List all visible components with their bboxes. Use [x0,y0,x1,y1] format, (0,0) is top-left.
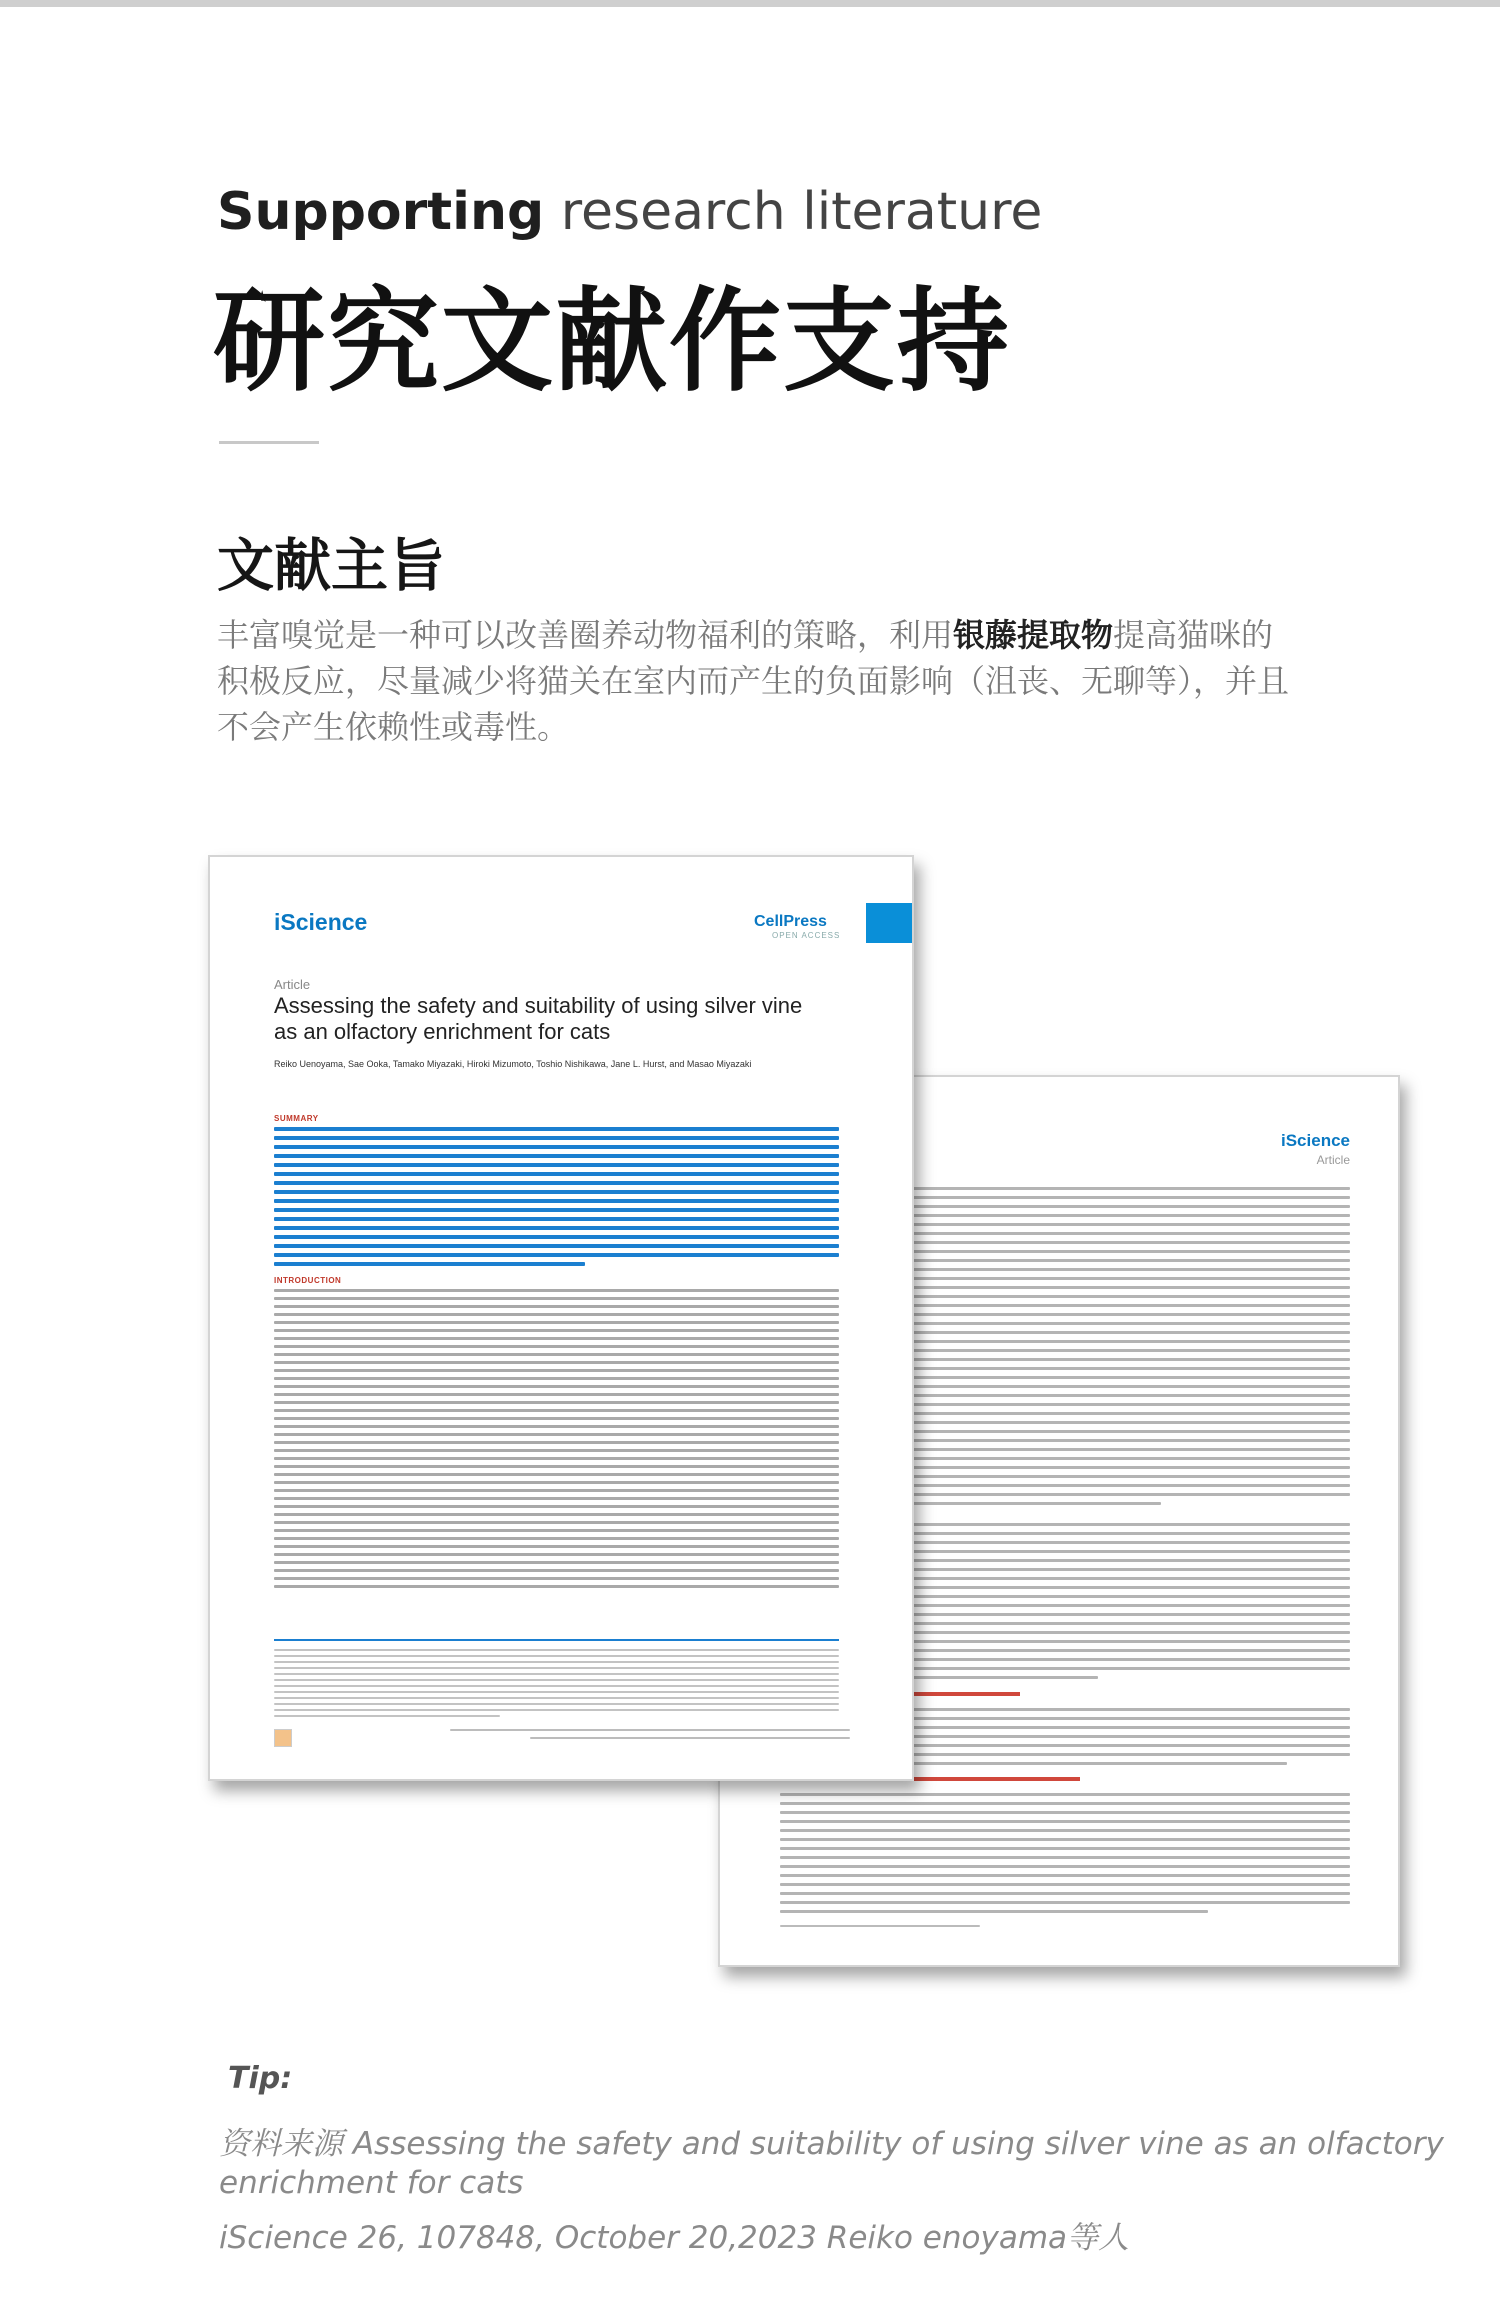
footnotes [274,1649,839,1721]
introduction-block [274,1289,839,1593]
text-line [274,1305,839,1308]
text-line [274,1513,839,1516]
text-line [274,1691,839,1693]
publisher-logo [754,913,840,940]
text-line [274,1172,839,1176]
text-line [274,1361,839,1364]
text-line [274,1715,500,1717]
text-line [274,1709,839,1711]
text-line [274,1289,839,1292]
open-access-tab [866,903,912,943]
page2-text-block-4 [780,1793,1350,1919]
english-heading-rest: research literature [560,182,1043,242]
text-line [274,1425,839,1428]
text-line [274,1208,839,1212]
text-line [274,1345,839,1348]
text-line [274,1655,839,1657]
text-line [274,1154,839,1158]
text-line [274,1393,839,1396]
tip-label: Tip: [228,2061,293,2096]
text-line [274,1199,839,1203]
text-line [274,1181,839,1185]
summary-block [274,1127,839,1271]
text-line [274,1679,839,1681]
text-line [780,1820,1350,1823]
english-heading-bold: Supporting [217,182,545,242]
text-line [780,1811,1350,1814]
text-line [274,1537,839,1540]
text-line [274,1417,839,1420]
text-line [274,1667,839,1669]
page2-article-type: Article [1316,1153,1350,1167]
page2-journal-name: iScience [1281,1131,1350,1150]
divider [219,441,319,444]
text-line [780,1829,1350,1832]
english-heading [217,182,1042,242]
text-line [274,1136,839,1140]
text-line [274,1244,839,1248]
text-line [274,1127,839,1131]
text-line [780,1901,1350,1904]
summary-text [217,612,1297,750]
tip-source-line-2: enrichment for cats [219,2165,524,2201]
chinese-heading: 研究文献作支持 [213,277,1011,407]
text-line [274,1661,839,1663]
text-line [274,1649,839,1651]
text-line [274,1521,839,1524]
text-line [274,1409,839,1412]
text-line [274,1190,839,1194]
text-line [274,1235,839,1239]
text-line [274,1489,839,1492]
summary-highlight: 银藤提取物 [953,616,1114,654]
text-line [274,1377,839,1380]
text-line [274,1505,839,1508]
text-line [780,1883,1350,1886]
journal-name: iScience [274,909,368,935]
text-line [780,1838,1350,1841]
footnote-rule [274,1639,839,1641]
text-line [274,1401,839,1404]
text-line [274,1673,839,1675]
publisher-name: CellPress [754,913,827,930]
text-line [274,1465,839,1468]
text-line [274,1163,839,1167]
publisher-subtitle: OPEN ACCESS [772,931,841,940]
paper-authors: Reiko Uenoyama, Sae Ooka, Tamako Miyazaki, Hiroki Mizumoto, Toshio Nishikawa, Jane L. Hurst, and Masao Miyazaki [274,1059,752,1069]
article-type: Article [274,977,311,992]
text-line [274,1353,839,1356]
text-line [780,1865,1350,1868]
page1-footer [450,1729,850,1745]
text-line [274,1703,839,1705]
text-line [274,1253,839,1257]
license-icon [274,1729,292,1747]
text-line [274,1321,839,1324]
text-line [274,1569,839,1572]
text-line [274,1553,839,1556]
text-line [274,1561,839,1564]
summary-part-2: 提高猫咪的积极反应，尽量减少将猫关在室内而产生的负面影响（沮丧、无聊等），并且不会产生依赖性或毒性。 [217,616,1290,746]
text-line [274,1473,839,1476]
tip-source-line-1: 资料来源 Assessing the safety and suitability of using silver vine as an olfactory [219,2126,1444,2162]
text-line [274,1481,839,1484]
introduction-heading: INTRODUCTION [274,1276,342,1285]
text-line [780,1847,1350,1850]
text-line [274,1697,839,1699]
section-title: 文献主旨 [217,533,445,599]
text-line [274,1585,839,1588]
text-line [274,1449,839,1452]
text-line [274,1145,839,1149]
text-line [274,1297,839,1300]
text-line [274,1529,839,1532]
text-line [274,1226,839,1230]
text-line [780,1793,1350,1796]
text-line [780,1910,1208,1913]
summary-part-1: 丰富嗅觉是一种可以改善圈养动物福利的策略，利用 [217,616,954,654]
text-line [274,1545,839,1548]
tip-source-line-3: iScience 26, 107848, October 20,2023 Reiko enoyama等人 [219,2220,1130,2256]
text-line [780,1802,1350,1805]
text-line [274,1577,839,1580]
paper-title: Assessing the safety and suitability of using silver vine as an olfactory enrichment for cats [274,993,803,1044]
text-line [780,1874,1350,1877]
text-line [274,1441,839,1444]
text-line [274,1217,839,1221]
summary-heading: SUMMARY [274,1114,319,1123]
page2-footer [780,1925,980,1932]
text-line [274,1457,839,1460]
text-line [274,1329,839,1332]
text-line [274,1337,839,1340]
text-line [274,1262,585,1266]
text-line [780,1856,1350,1859]
paper-page-1 [208,855,914,1781]
text-line [780,1892,1350,1895]
text-line [274,1433,839,1436]
text-line [274,1313,839,1316]
text-line [274,1369,839,1372]
text-line [274,1385,839,1388]
text-line [274,1685,839,1687]
text-line [274,1497,839,1500]
top-border [0,0,1500,7]
